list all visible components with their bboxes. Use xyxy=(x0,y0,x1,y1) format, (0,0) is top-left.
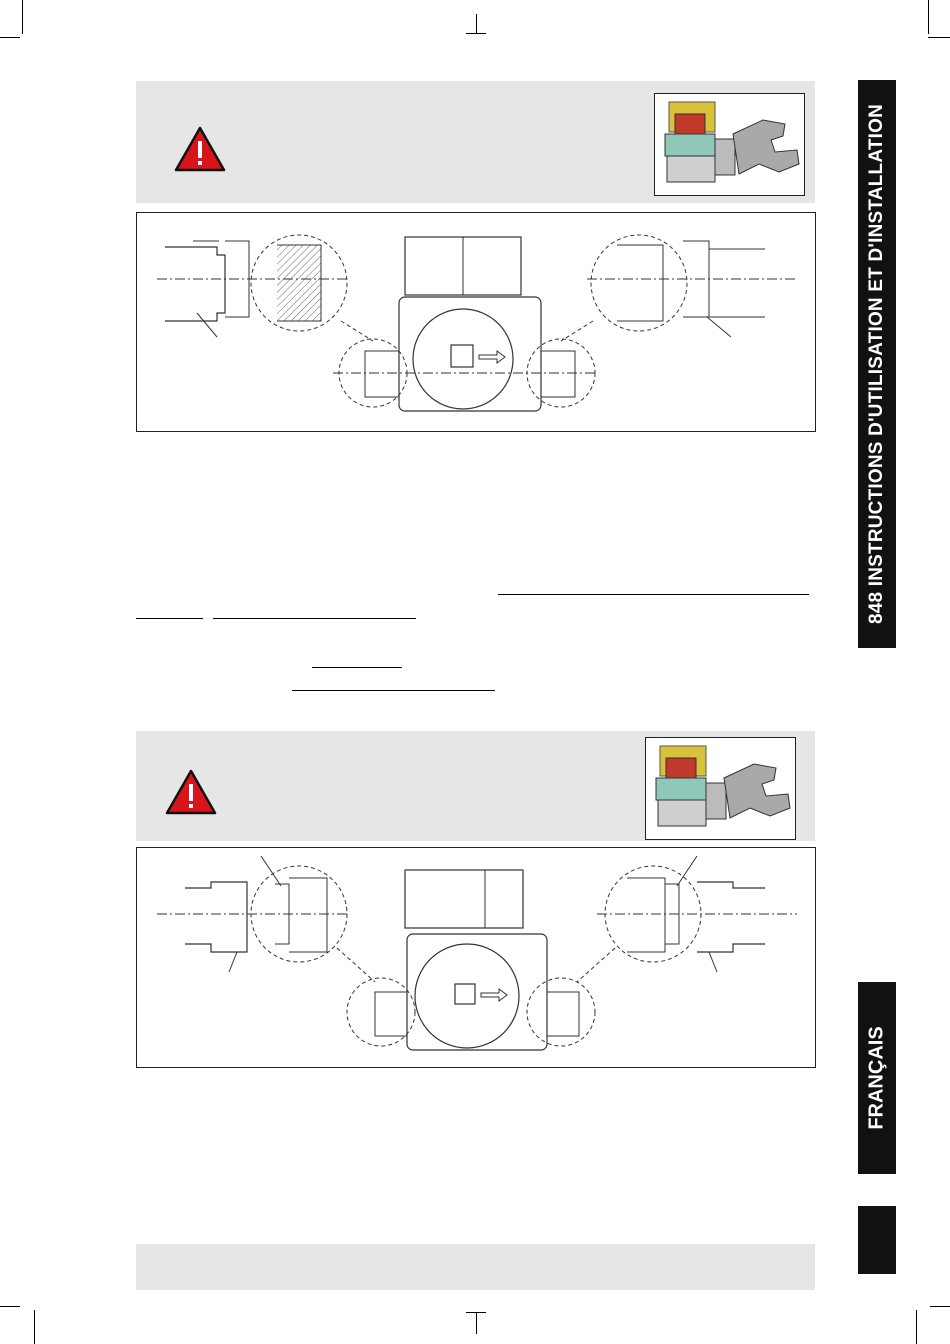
crop-mark xyxy=(0,1306,20,1307)
gas-valve-wrench-photo xyxy=(645,737,796,840)
wrench-illustration xyxy=(724,764,790,818)
text-underline xyxy=(213,618,416,619)
text-underline xyxy=(136,618,203,619)
gas-valve-connection-diagram-2 xyxy=(136,847,816,1068)
crop-mark xyxy=(476,1312,477,1334)
crop-mark xyxy=(916,1310,917,1344)
gas-valve-illustration xyxy=(656,746,726,826)
wrench-illustration xyxy=(733,120,799,174)
text-underline xyxy=(312,667,402,668)
crop-mark xyxy=(34,1310,35,1344)
footer-note-panel xyxy=(136,1244,815,1290)
sidebar-language-label: FRANÇAIS xyxy=(865,1026,888,1130)
gas-valve-illustration xyxy=(665,102,735,182)
text-underline xyxy=(292,690,495,691)
crop-mark xyxy=(22,0,23,34)
sidebar-header-tab xyxy=(858,80,896,648)
sidebar-language-tab xyxy=(858,982,896,1174)
crop-mark xyxy=(930,1306,950,1307)
gas-valve-wrench-photo xyxy=(654,93,805,196)
warning-triangle-icon xyxy=(165,769,217,815)
sidebar-page-tab xyxy=(858,1206,896,1274)
warning-triangle-icon xyxy=(174,126,226,172)
sidebar-header-title: 848 INSTRUCTIONS D'UTILISATION ET D'INSTALLATION xyxy=(866,103,887,625)
text-underline xyxy=(498,594,809,595)
gas-valve-connection-diagram-1 xyxy=(136,212,816,432)
crop-mark xyxy=(476,14,477,34)
crop-mark xyxy=(928,0,929,34)
crop-mark xyxy=(0,37,20,38)
crop-mark xyxy=(928,37,950,38)
